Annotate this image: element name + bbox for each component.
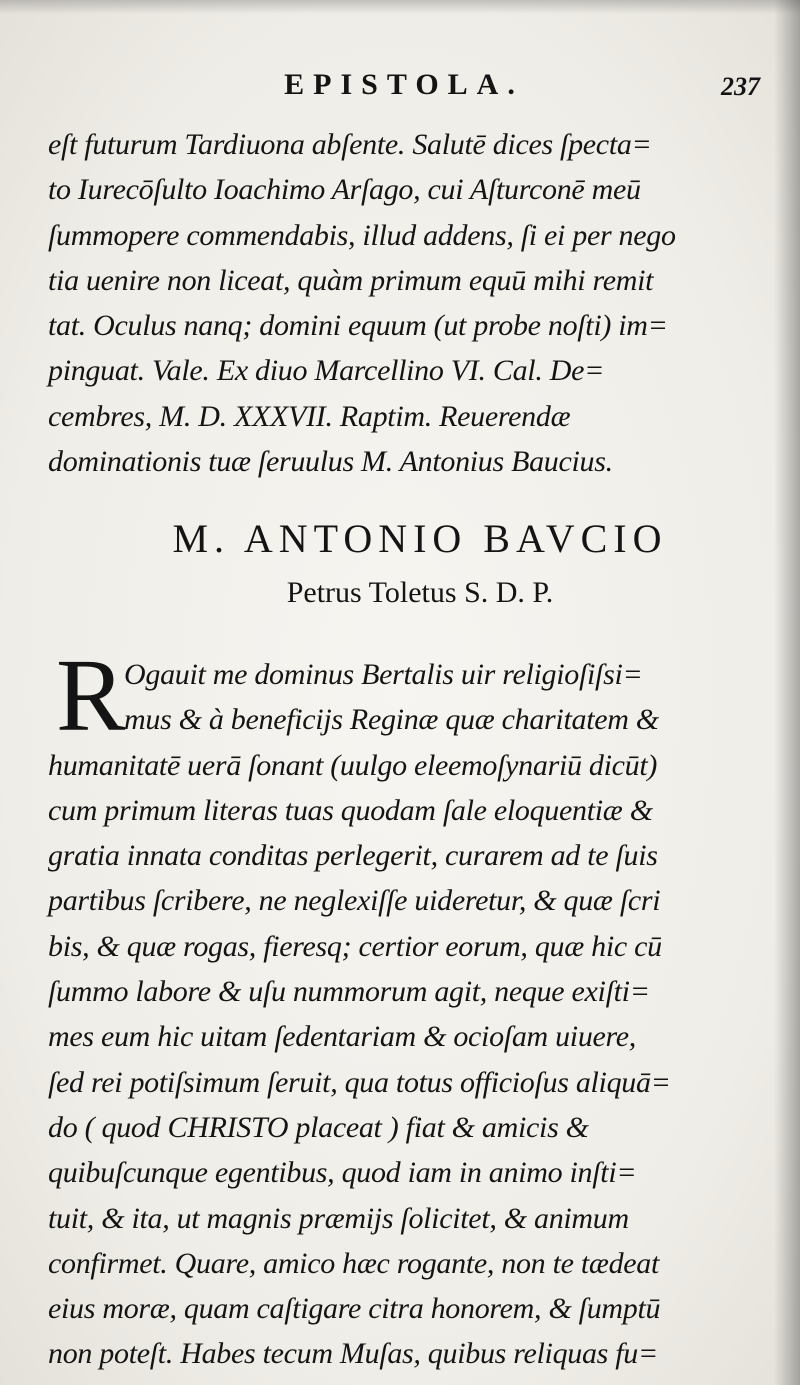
text-line: eſt futurum Tardiuona abſente. Salutē dices ſpecta= <box>48 128 652 161</box>
text-line: quibuſcunque egentibus, quod iam in animo inſti= <box>48 1156 637 1190</box>
text-line: cum primum literas tuas quodam ſale eloquentiæ & <box>48 793 653 827</box>
page-number: 237 <box>721 72 760 101</box>
text-line: dominationis tuæ ſeruulus M. Antonius Baucius. <box>48 445 613 479</box>
page-edge-shadow <box>774 0 800 1385</box>
text-line: ſummopere commendabis, illud addens, ſi ei per nego <box>48 218 676 252</box>
text-line: ſed rei potiſsimum ſeruit, qua totus officioſus aliquā= <box>48 1065 671 1099</box>
text-line: bis, & quæ rogas, fieresq; certior eorum, quæ hic cū <box>48 929 662 963</box>
text-line: confirmet. Quare, amico hæc rogante, non te tædeat <box>48 1246 660 1280</box>
text-line: Ogauit me dominus Bertalis uir religioſiſsi= <box>124 658 643 691</box>
text-line: partibus ſcribere, ne neglexiſſe uideretur, & quæ ſcri <box>48 884 661 918</box>
second-letter-text <box>48 638 748 1377</box>
text-line: to Iurecōſulto Ioachimo Arſago, cui Aſturconē meū <box>48 173 641 207</box>
drop-cap: R <box>56 638 126 753</box>
text-line: cembres, M. D. XXXVII. Raptim. Reuerendæ <box>48 399 571 433</box>
letter-heading: M. ANTONIO BAVCIO <box>172 516 668 561</box>
text-line: tia uenire non liceat, quàm primum equū mihi remit <box>48 263 654 297</box>
page-top-shadow <box>0 0 800 14</box>
page-header <box>48 68 760 108</box>
text-line: ſummo labore & uſu nummorum agit, neque exiſti= <box>48 975 650 1009</box>
text-line: tat. Oculus nanq; domini equum (ut probe noſti) im= <box>48 309 668 343</box>
first-letter-text <box>48 122 748 484</box>
text-line: gratia innata conditas perlegerit, curarem ad te ſuis <box>48 839 658 873</box>
text-line: mus & à beneficijs Reginæ quæ charitatem & <box>124 703 659 737</box>
text-line: humanitatē uerā ſonant (uulgo eleemoſynariū dicūt) <box>48 748 658 782</box>
text-line: tuit, & ita, ut magnis præmijs ſolicitet, & animum <box>48 1201 629 1235</box>
text-line: eius moræ, quam caſtigare citra honorem, & ſumptū <box>48 1292 661 1326</box>
text-line: mes eum hic uitam ſedentariam & ocioſam uiuere, <box>48 1020 637 1054</box>
letter-salutation: Petrus Toletus S. D. P. <box>286 576 554 609</box>
text-line: pinguat. Vale. Ex diuo Marcellino VI. Cal. De= <box>48 354 605 388</box>
text-line: non poteſt. Habes tecum Muſas, quibus reliquas fu= <box>48 1337 658 1371</box>
running-head: EPISTOLA. <box>284 68 524 101</box>
text-line: do ( quod CHRISTO placeat ) fiat & amicis & <box>48 1110 589 1144</box>
